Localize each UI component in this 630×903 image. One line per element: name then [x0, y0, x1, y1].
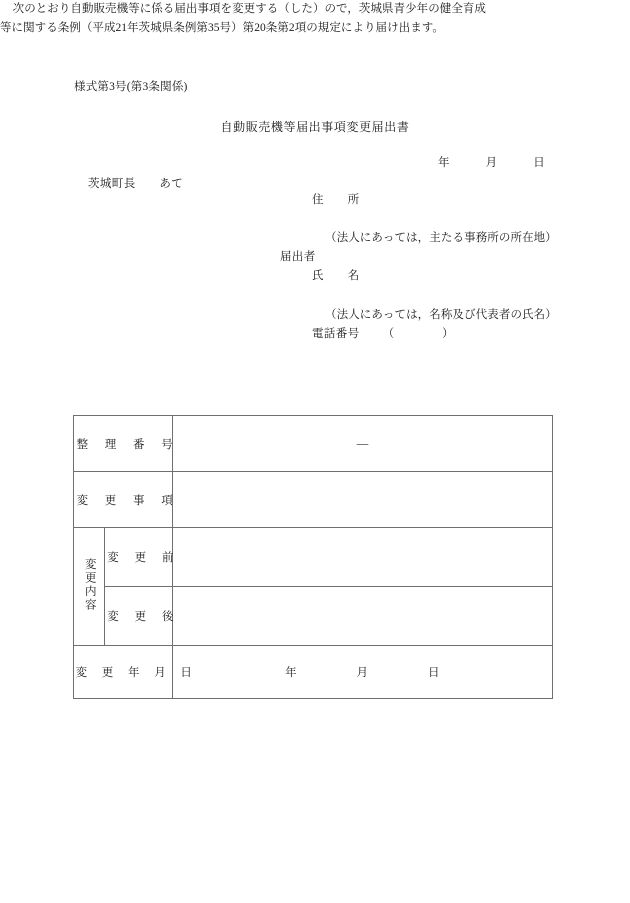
- addressee-line: 茨城町長 あて: [88, 178, 184, 190]
- submission-date-line: 年 月 日: [438, 157, 546, 169]
- table-row: [74, 472, 553, 528]
- row-value-after-change[interactable]: [173, 587, 553, 646]
- page-title: 自動販売機等届出事項変更届出書: [220, 120, 410, 134]
- row-value-change-date[interactable]: 年 月 日: [173, 646, 553, 699]
- address-label: 住 所: [312, 194, 360, 206]
- row-value-reference-number[interactable]: —: [173, 416, 553, 472]
- body-paragraph: 次のとおり自動販売機等に係る届出事項を変更する（した）ので，茨城県青少年の健全育成等に関する条例（平成21年茨城県条例第35号）第20条第2項の規定により届け出ます。: [0, 3, 486, 34]
- applicant-label: 届出者: [280, 251, 316, 263]
- name-note: （法人にあっては，名称及び代表者の氏名）: [325, 309, 557, 321]
- table-row: [74, 646, 553, 699]
- telephone-line: [312, 325, 454, 341]
- row-label-change-date: 変 更 年 月 日: [74, 646, 173, 699]
- telephone-label: 電話番号: [312, 328, 360, 340]
- form-code: 様式第3号(第3条関係): [74, 81, 188, 93]
- row-value-change-item[interactable]: [173, 472, 553, 528]
- address-note: （法人にあっては，主たる事務所の所在地）: [325, 232, 557, 244]
- table-row: [74, 416, 553, 472]
- change-content-vertical-text: 変更内容: [83, 558, 96, 612]
- name-label: 氏 名: [312, 270, 360, 282]
- row-value-before-change[interactable]: [173, 528, 553, 587]
- row-label-before-change: 変 更 前: [105, 528, 173, 587]
- row-label-after-change: 変 更 後: [105, 587, 173, 646]
- row-label-reference-number: 整 理 番 号: [74, 416, 173, 472]
- table-row: [74, 528, 553, 587]
- telephone-parentheses: （ ）: [382, 328, 455, 340]
- row-label-change-item: 変 更 事 項: [74, 472, 173, 528]
- table-row: [74, 587, 553, 646]
- row-label-change-content-vertical: [74, 528, 105, 646]
- change-notification-table: [73, 415, 553, 699]
